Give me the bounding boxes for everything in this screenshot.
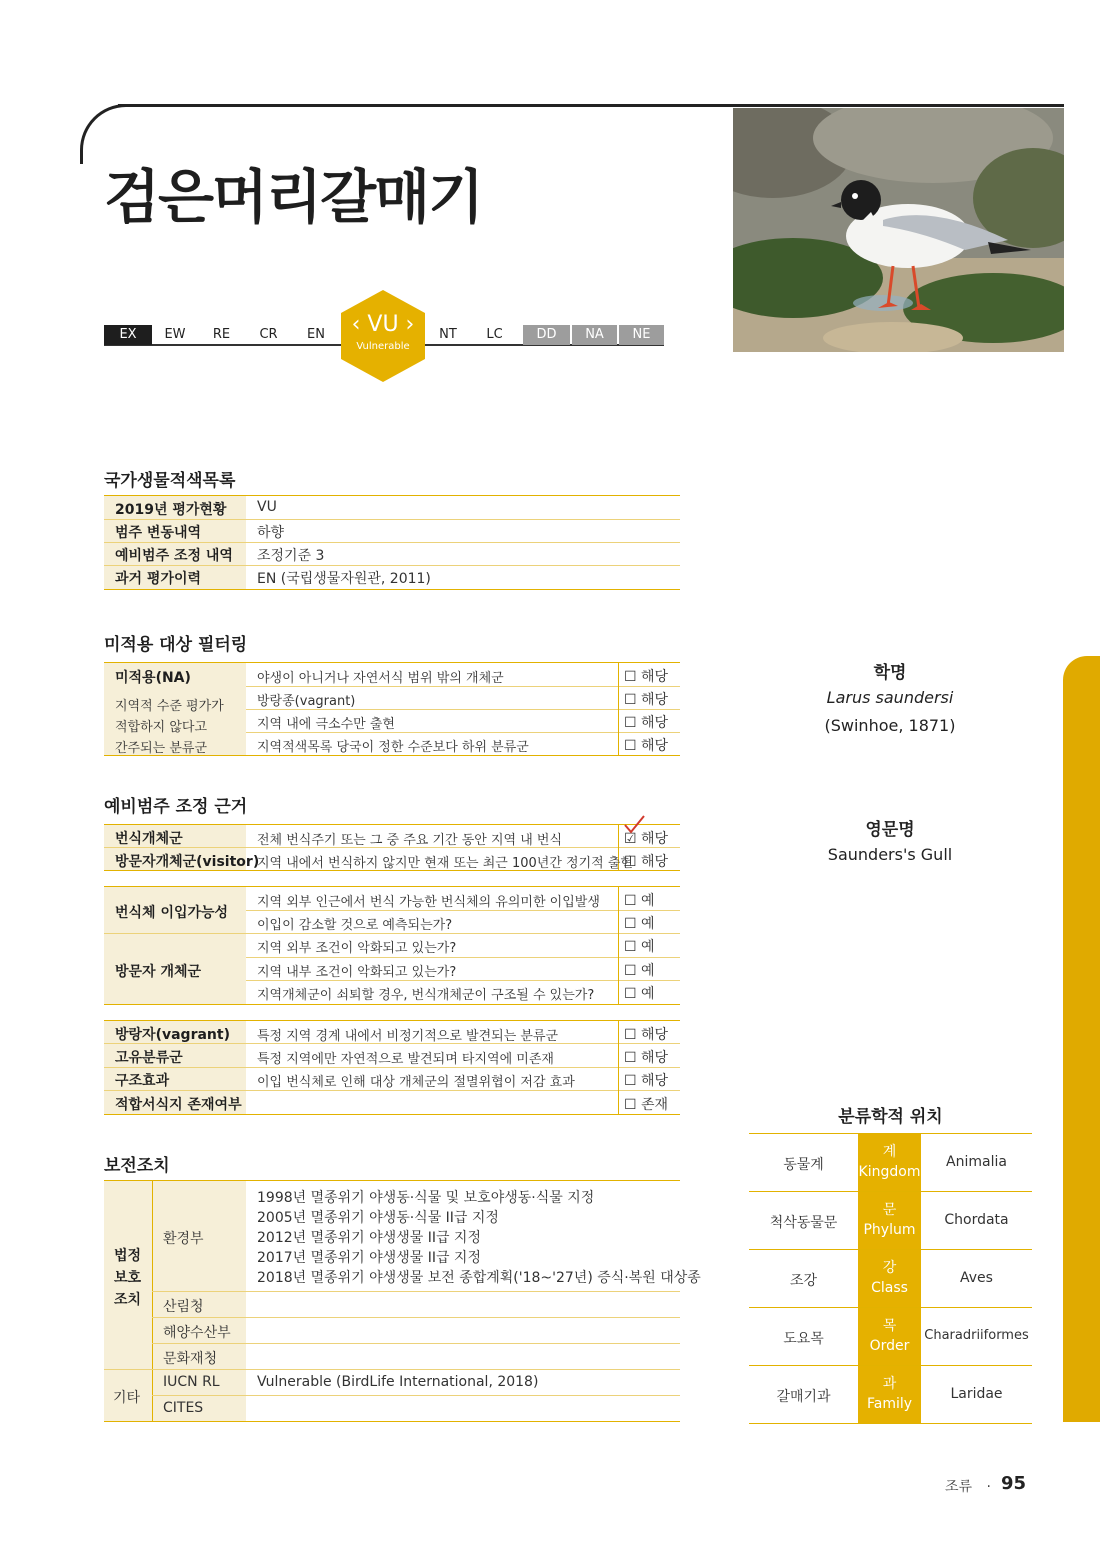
taxon-latin: Charadriiformes [924, 1328, 1029, 1343]
adj-label: 고유분류군 [115, 1050, 183, 1066]
adj-criterion: 지역 외부 인근에서 번식 가능한 번식체의 유의미한 이입발생 [257, 895, 600, 910]
rank-cell [858, 1308, 921, 1365]
adj-criterion: 특정 지역 경계 내에서 비정기적으로 발견되는 분류군 [257, 1029, 559, 1044]
cites-label: CITES [163, 1400, 204, 1416]
adj-checkbox[interactable]: ☐ 예 [624, 916, 655, 932]
na-criterion: 야생이 아니거나 자연서식 범위 밖의 개체군 [257, 671, 504, 686]
taxon-latin: Animalia [946, 1154, 1007, 1170]
immigration-label: 번식체 이입가능성 [115, 905, 229, 921]
adj-label: 구조효과 [115, 1073, 170, 1089]
taxonomy-row [749, 1366, 1032, 1424]
rank-korean: 계 [882, 1144, 897, 1160]
legal-protection-label [114, 1245, 141, 1311]
adj2-rule [246, 957, 680, 958]
env-line: 2005년 멸종위기 야생동·식물 II급 지정 [257, 1210, 499, 1226]
iucn-value: Vulnerable (BirdLife International, 2018) [257, 1374, 539, 1390]
section-title-na-filter: 미적용 대상 필터링 [104, 635, 248, 655]
adj2-rule [246, 980, 680, 981]
adj-criterion: 지역개체군이 쇠퇴할 경우, 번식개체군이 구조될 수 있는가? [257, 988, 595, 1003]
rank-korean: 문 [882, 1202, 897, 1218]
rank-english: Kingdom [858, 1164, 921, 1180]
rank-korean: 목 [882, 1318, 897, 1334]
cons-rule [104, 1369, 680, 1370]
na-col-divider [618, 663, 619, 755]
adj2-rule [246, 910, 680, 911]
category-nt: NT [439, 327, 457, 342]
rank-cell [858, 1366, 921, 1423]
redlist-label: 과거 평가이력 [115, 571, 202, 587]
redlist-value: 하향 [257, 525, 285, 541]
iucn-label: IUCN RL [163, 1374, 220, 1390]
rank-cell [858, 1134, 921, 1191]
adj-criterion: 특정 지역에만 자연적으로 발견되며 타지역에 미존재 [257, 1052, 554, 1067]
env-line: 1998년 멸종위기 야생동·식물 및 보호야생동·식물 지정 [257, 1190, 595, 1206]
taxonomy-row [749, 1308, 1032, 1366]
redlist-label: 2019년 평가현황 [115, 502, 227, 518]
adj-label: 번식개체군 [115, 831, 183, 847]
rank-english: Order [869, 1338, 910, 1354]
adj-label: 방문자개체군(visitor) [115, 854, 260, 870]
cons-rule [152, 1317, 680, 1318]
legal-label-line: 법정 [114, 1248, 142, 1264]
category-en: EN [307, 327, 325, 342]
category-dd: DD [523, 325, 570, 345]
adj-checkbox[interactable]: ☐ 해당 [624, 1050, 669, 1066]
ministry-heritage: 문화재청 [163, 1351, 218, 1367]
category-lc: LC [486, 327, 503, 342]
footer-dot: · [986, 1479, 991, 1495]
scientific-name-heading: 학명 [873, 663, 907, 683]
section-title-conservation: 보전조치 [104, 1156, 170, 1176]
english-name-heading: 영문명 [865, 820, 915, 840]
na-label-main: 미적용(NA) [115, 670, 191, 686]
adj3-col-divider [618, 1021, 619, 1114]
redlist-label: 예비범주 조정 내역 [115, 548, 233, 564]
habitat-checkbox[interactable]: ☐ 존재 [624, 1097, 669, 1113]
env-line: 2012년 멸종위기 야생생물 II급 지정 [257, 1230, 481, 1246]
category-cr: CR [259, 327, 278, 342]
category-vu-label: Vulnerable [356, 341, 410, 352]
taxonomy-row [749, 1192, 1032, 1250]
adj2-col-divider [618, 887, 619, 1004]
redlist-rule [104, 519, 680, 520]
species-photo [733, 108, 1064, 352]
adj3-rule-bottom [104, 1114, 680, 1115]
adj-checkbox[interactable]: ☐ 예 [624, 939, 655, 955]
env-line: 2017년 멸종위기 야생생물 II급 지정 [257, 1250, 481, 1266]
category-vu-code: ‹ VU › [351, 312, 415, 337]
taxon-latin: Laridae [950, 1386, 1003, 1402]
na-rule [246, 686, 680, 687]
breeding-checkbox[interactable]: ☑ 해당 [624, 831, 669, 847]
category-ew: EW [164, 327, 186, 342]
visitor-checkbox[interactable]: ☐ 해당 [624, 854, 669, 870]
cons-rule-bottom [104, 1421, 680, 1422]
na-label-sub: 지역적 수준 평가가 [115, 699, 224, 714]
rank-english: Class [871, 1280, 908, 1296]
adj-criterion: 전체 번식주기 또는 그 중 주요 기간 동안 지역 내 번식 [257, 833, 563, 848]
cons-col-divider [152, 1181, 153, 1421]
scientific-name: Larus saundersi [826, 688, 954, 707]
adj2-rule-bottom [104, 1004, 680, 1005]
adj-checkbox[interactable]: ☐ 예 [624, 893, 655, 909]
adj-criterion: 지역 내에서 번식하지 않지만 현재 또는 최근 100년간 정기적 출현 [257, 856, 633, 871]
rank-korean: 강 [882, 1260, 897, 1276]
na-criterion: 지역 내에 극소수만 출현 [257, 717, 395, 732]
na-checkbox[interactable]: ☐ 해당 [624, 715, 669, 731]
adj-criterion: 지역 내부 조건이 악화되고 있는가? [257, 965, 457, 980]
rank-cell [858, 1250, 921, 1307]
na-rule [246, 709, 680, 710]
page-number: 95 [1001, 1473, 1027, 1494]
cons-rule [152, 1395, 680, 1396]
footer-section-label: 조류 [945, 1479, 973, 1495]
taxon-korean: 조강 [789, 1273, 818, 1289]
taxon-korean: 동물계 [783, 1157, 824, 1173]
adj-criterion: 지역 외부 조건이 악화되고 있는가? [257, 941, 457, 956]
taxon-korean: 갈매기과 [776, 1389, 831, 1405]
adj-checkbox[interactable]: ☐ 해당 [624, 1073, 669, 1089]
taxon-korean: 척삭동물문 [769, 1215, 838, 1231]
redlist-rule-bottom [104, 589, 680, 590]
visitor-population-label: 방문자 개체군 [115, 964, 202, 980]
na-criterion: 지역적색목록 당국이 정한 수준보다 하위 분류군 [257, 740, 529, 755]
adj3-rule [104, 1090, 680, 1091]
header-rule [118, 104, 1064, 107]
taxonomy-row [749, 1250, 1032, 1308]
na-rule [246, 732, 680, 733]
ministry-ocean: 해양수산부 [163, 1325, 231, 1341]
adj3-rule [104, 1067, 680, 1068]
taxonomy-rule [749, 1423, 1032, 1424]
adj-label: 적합서식지 존재여부 [115, 1097, 242, 1113]
rank-english: Phylum [863, 1222, 916, 1238]
adj-criterion: 이입이 감소할 것으로 예측되는가? [257, 918, 453, 933]
category-ex: EX [104, 325, 152, 345]
taxon-latin: Chordata [944, 1212, 1009, 1228]
adj-checkbox[interactable]: ☐ 예 [624, 963, 655, 979]
na-checkbox[interactable]: ☐ 해당 [624, 669, 669, 685]
taxon-latin: Aves [960, 1270, 993, 1286]
adj-checkbox[interactable]: ☐ 해당 [624, 1027, 669, 1043]
na-criterion: 방랑종(vagrant) [257, 694, 356, 709]
na-checkbox[interactable]: ☐ 해당 [624, 738, 669, 754]
rank-cell [858, 1192, 921, 1249]
adj-label: 방랑자(vagrant) [115, 1027, 230, 1043]
redlist-rule [104, 565, 680, 566]
rank-korean: 과 [882, 1376, 897, 1392]
na-label-sub: 간주되는 분류군 [115, 741, 208, 756]
redlist-value: 조정기준 3 [257, 548, 325, 564]
cons-rule [152, 1343, 680, 1344]
redlist-label: 범주 변동내역 [115, 525, 202, 541]
chapter-tab [1063, 656, 1100, 1422]
env-line: 2018년 멸종위기 야생생물 보전 종합계획('18~'27년) 증식·복원 대상종 [257, 1270, 701, 1286]
rank-english: Family [866, 1396, 913, 1412]
ministry-forest: 산림청 [163, 1299, 204, 1315]
adj-checkbox[interactable]: ☐ 예 [624, 986, 655, 1002]
taxonomy-title: 분류학적 위치 [838, 1107, 943, 1127]
taxon-korean: 도요목 [783, 1331, 824, 1347]
adj-criterion: 이입 번식체로 인해 대상 개체군의 절멸위협이 저감 효과 [257, 1075, 575, 1090]
cons-rule [152, 1291, 680, 1292]
redlist-rule [104, 542, 680, 543]
redlist-value: EN (국립생물자원관, 2011) [257, 571, 431, 587]
na-label-sub: 적합하지 않다고 [115, 720, 208, 735]
page-title: 검은머리갈매기 [104, 163, 483, 231]
category-re: RE [212, 327, 231, 342]
taxonomy-row [749, 1134, 1032, 1192]
section-title-adjustment: 예비범주 조정 근거 [104, 797, 248, 817]
etc-label: 기타 [113, 1390, 141, 1406]
footer-section [945, 1476, 991, 1496]
na-checkbox[interactable]: ☐ 해당 [624, 692, 669, 708]
redlist-value: VU [257, 499, 277, 515]
scientific-author: (Swinhoe, 1871) [824, 716, 956, 735]
ministry-env: 환경부 [163, 1231, 204, 1247]
check-mark-icon [622, 814, 646, 836]
env-designations [257, 1188, 701, 1288]
english-name: Saunders's Gull [827, 845, 953, 864]
legal-label-line: 보호 [114, 1270, 142, 1286]
legal-label-line: 조치 [114, 1292, 142, 1308]
category-ne: NE [619, 325, 664, 345]
category-na: NA [572, 325, 617, 345]
section-title-redlist: 국가생물적색목록 [104, 471, 236, 491]
adj2-rule [104, 933, 680, 934]
